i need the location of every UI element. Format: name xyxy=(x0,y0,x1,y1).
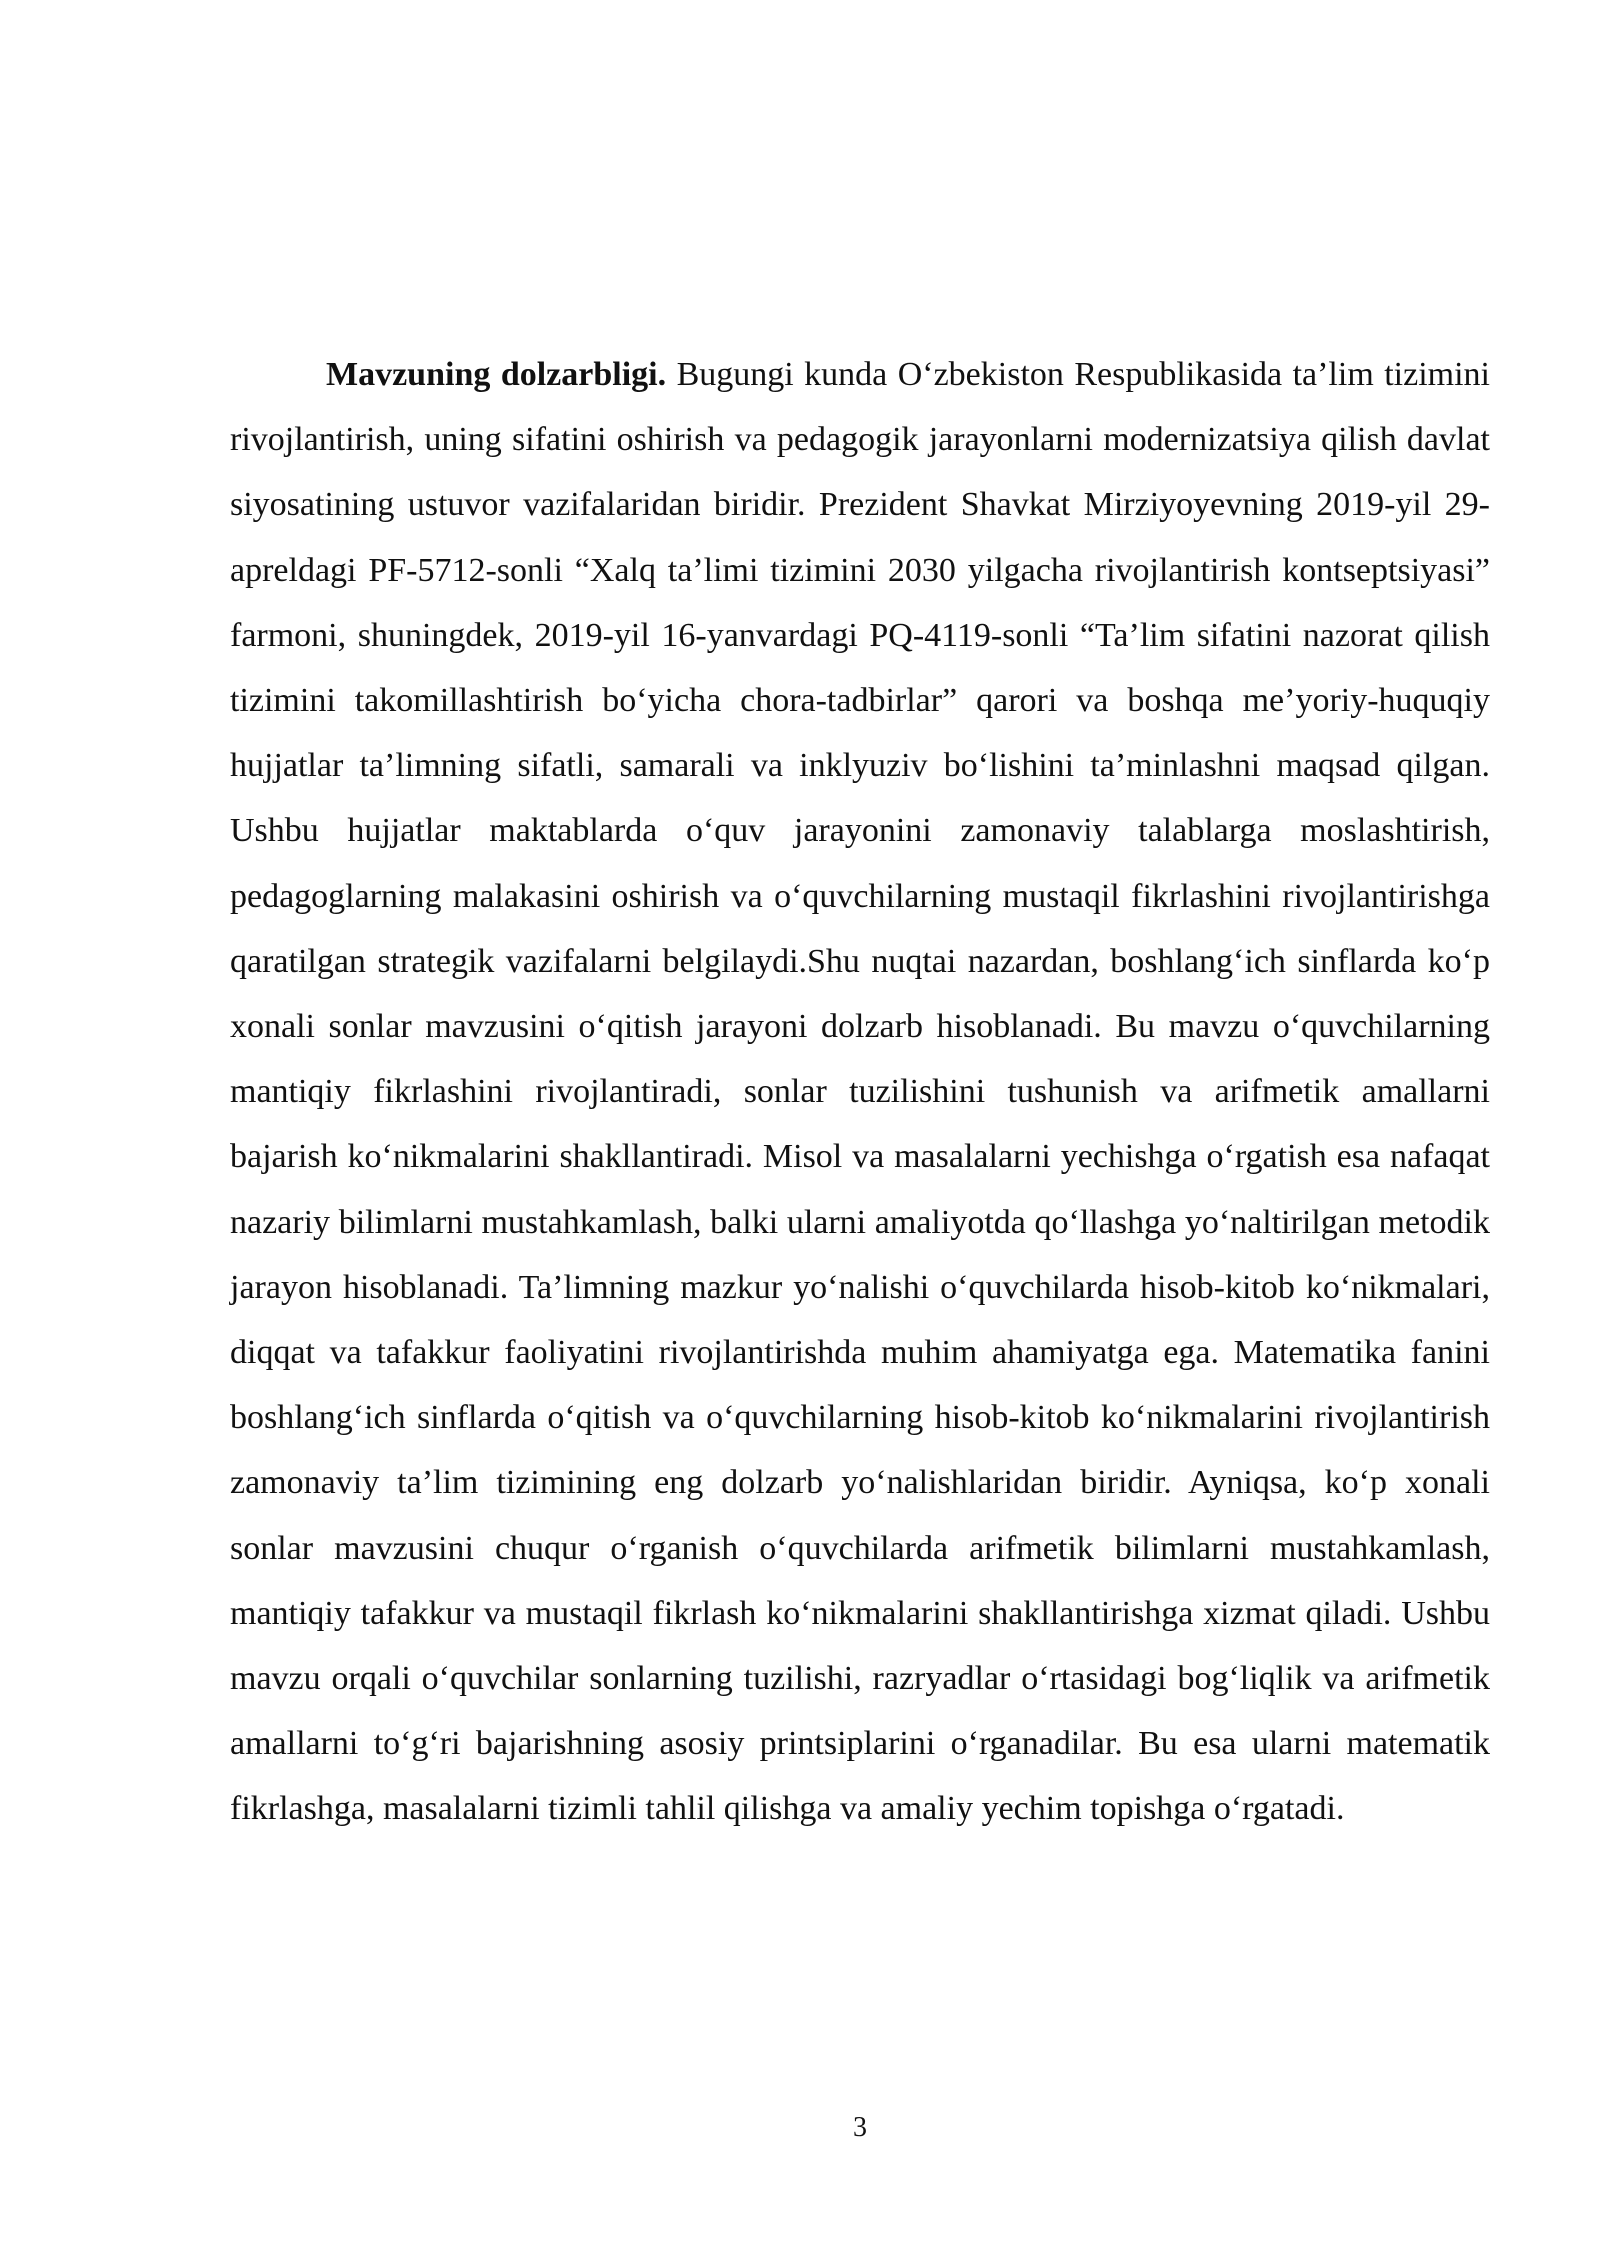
paragraph-text: Bugungi kunda O‘zbekiston Respublikasida ta’lim tizimini rivojlantirish, uning sifatini oshirish va pedagogik jarayonlarni modernizatsiya qilish davlat siyosatining ustuvor vazifalaridan biridir. Prezident Shavkat Mirziyoyevning 2019-yil 29-apreldagi PF-5712-sonli “Xalq ta’limi tizimini 2030 yilgacha rivojlantirish kontseptsiyasi” farmoni, shuningdek, 2019-yil 16-yanvardagi PQ-4119-sonli “Ta’lim sifatini nazorat qilish tizimini takomillashtirish bo‘yicha chora-tadbirlar” qarori va boshqa me’yoriy-huquqiy hujjatlar ta’limning sifatli, samarali va inklyuziv bo‘lishini ta’minlashni maqsad qilgan. Ushbu hujjatlar maktablarda o‘quv jarayonini zamonaviy talablarga moslashtirish, pedagoglarning malakasini oshirish va o‘quvchilarning mustaqil fikrlashini rivojlantirishga qaratilgan strategik vazifalarni belgilaydi.Shu nuqtai nazardan, boshlang‘ich sinflarda ko‘p xonali sonlar mavzusini o‘qitish jarayoni dolzarb hisoblanadi. Bu mavzu o‘quvchilarning mantiqiy fikrlashini rivojlantiradi, sonlar tuzilishini tushunish va arifmetik amallarni bajarish ko‘nikmalarini shakllantiradi. Misol va masalalarni yechishga o‘rgatish esa nafaqat nazariy bilimlarni mustahkamlash, balki ularni amaliyotda qo‘llashga yo‘naltirilgan metodik jarayon hisoblanadi. Ta’limning mazkur yo‘nalishi o‘quvchilarda hisob-kitob ko‘nikmalari, diqqat va tafakkur faoliyatini rivojlantirishda muhim ahamiyatga ega. Matematika fanini boshlang‘ich sinflarda o‘qitish va o‘quvchilarning hisob-kitob ko‘nikmalarini rivojlantirish zamonaviy ta’lim tizimining eng dolzarb yo‘nalishlaridan biridir. Ayniqsa, ko‘p xonali sonlar mavzusini chuqur o‘rganish o‘quvchilarda arifmetik bilimlarni mustahkamlash, mantiqiy tafakkur va mustaqil fikrlash ko‘nikmalarini shakllantirishga xizmat qiladi. Ushbu mavzu orqali o‘quvchilar sonlarning tuzilishi, razryadlar o‘rtasidagi bog‘liqlik va arifmetik amallarni to‘g‘ri bajarishning asosiy printsiplarini o‘rganadilar. Bu esa ularni matematik fikrlashga, masalalarni tizimli tahlil qilishga va amaliy yechim topishga o‘rgatadi. xyxy=(230,356,1490,1828)
section-heading: Mavzuning dolzarbligi. xyxy=(326,356,667,393)
page-number: 3 xyxy=(853,2112,867,2143)
body-paragraph xyxy=(230,342,1490,1842)
